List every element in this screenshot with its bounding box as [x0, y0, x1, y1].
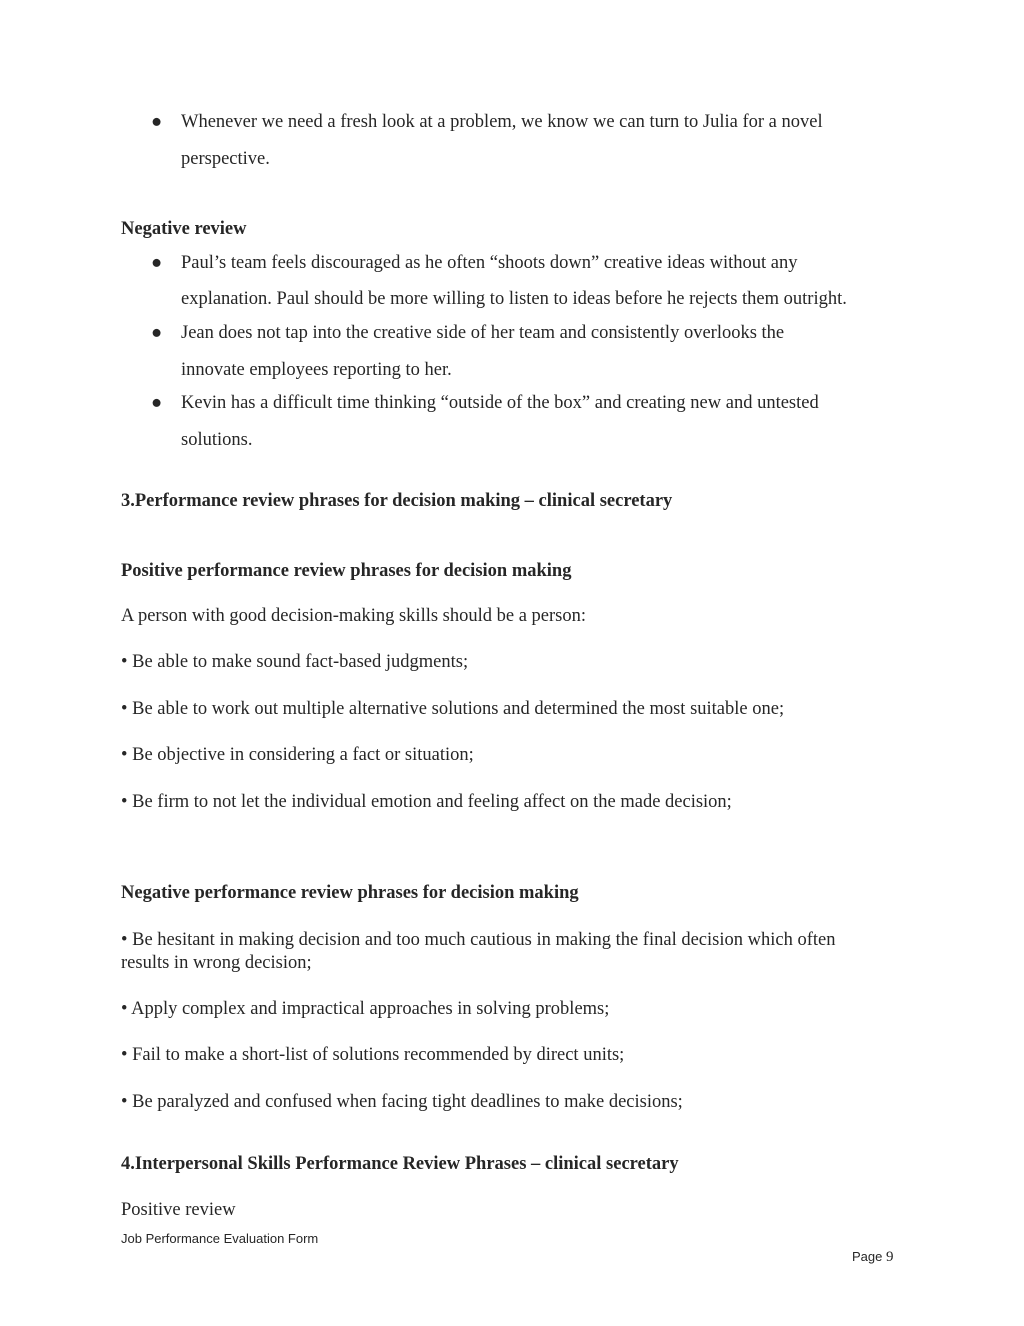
page-number: 9: [886, 1249, 894, 1265]
positive-review-label: Positive review: [121, 1200, 236, 1220]
list-item-line: Kevin has a difficult time thinking “outside of the box” and creating new and untested: [181, 393, 819, 413]
list-item-line: Paul’s team feels discouraged as he often “shoots down” creative ideas without any: [181, 253, 798, 273]
negative-review-heading: Negative review: [121, 219, 247, 239]
list-item-line: innovate employees reporting to her.: [181, 360, 452, 380]
footer-page-number: [852, 1249, 894, 1265]
negative-item: • Apply complex and impractical approaches in solving problems;: [121, 999, 610, 1019]
negative-item: • Be paralyzed and confused when facing tight deadlines to make decisions;: [121, 1092, 683, 1112]
section-4-heading: 4.Interpersonal Skills Performance Review Phrases – clinical secretary: [121, 1154, 679, 1174]
bullet-icon: ●: [151, 253, 163, 273]
intro-paragraph: A person with good decision-making skills should be a person:: [121, 606, 587, 626]
positive-item: • Be able to work out multiple alternative solutions and determined the most suitable one;: [121, 699, 785, 719]
positive-phrases-heading: Positive performance review phrases for decision making: [121, 561, 572, 581]
bullet-icon: ●: [151, 323, 163, 343]
negative-item-line: • Be hesitant in making decision and too much cautious in making the final decision which often: [121, 930, 836, 950]
positive-item: • Be able to make sound fact-based judgments;: [121, 652, 469, 672]
page-label: Page: [852, 1249, 883, 1264]
bullet-icon: ●: [151, 112, 163, 132]
list-item-line: perspective.: [181, 149, 270, 169]
section-3-heading: 3.Performance review phrases for decision making – clinical secretary: [121, 491, 673, 511]
positive-item: • Be objective in considering a fact or situation;: [121, 745, 474, 765]
list-item-line: Whenever we need a fresh look at a problem, we know we can turn to Julia for a novel: [181, 112, 823, 132]
negative-phrases-heading: Negative performance review phrases for decision making: [121, 883, 579, 903]
negative-item: • Fail to make a short-list of solutions recommended by direct units;: [121, 1045, 625, 1065]
list-item-line: solutions.: [181, 430, 253, 450]
list-item-line: Jean does not tap into the creative side of her team and consistently overlooks the: [181, 323, 785, 343]
positive-item: • Be firm to not let the individual emotion and feeling affect on the made decision;: [121, 792, 732, 812]
list-item-line: explanation. Paul should be more willing to listen to ideas before he rejects them outright.: [181, 289, 847, 309]
bullet-icon: ●: [151, 393, 163, 413]
footer-form-name: Job Performance Evaluation Form: [121, 1231, 319, 1246]
negative-item-line: results in wrong decision;: [121, 953, 312, 973]
